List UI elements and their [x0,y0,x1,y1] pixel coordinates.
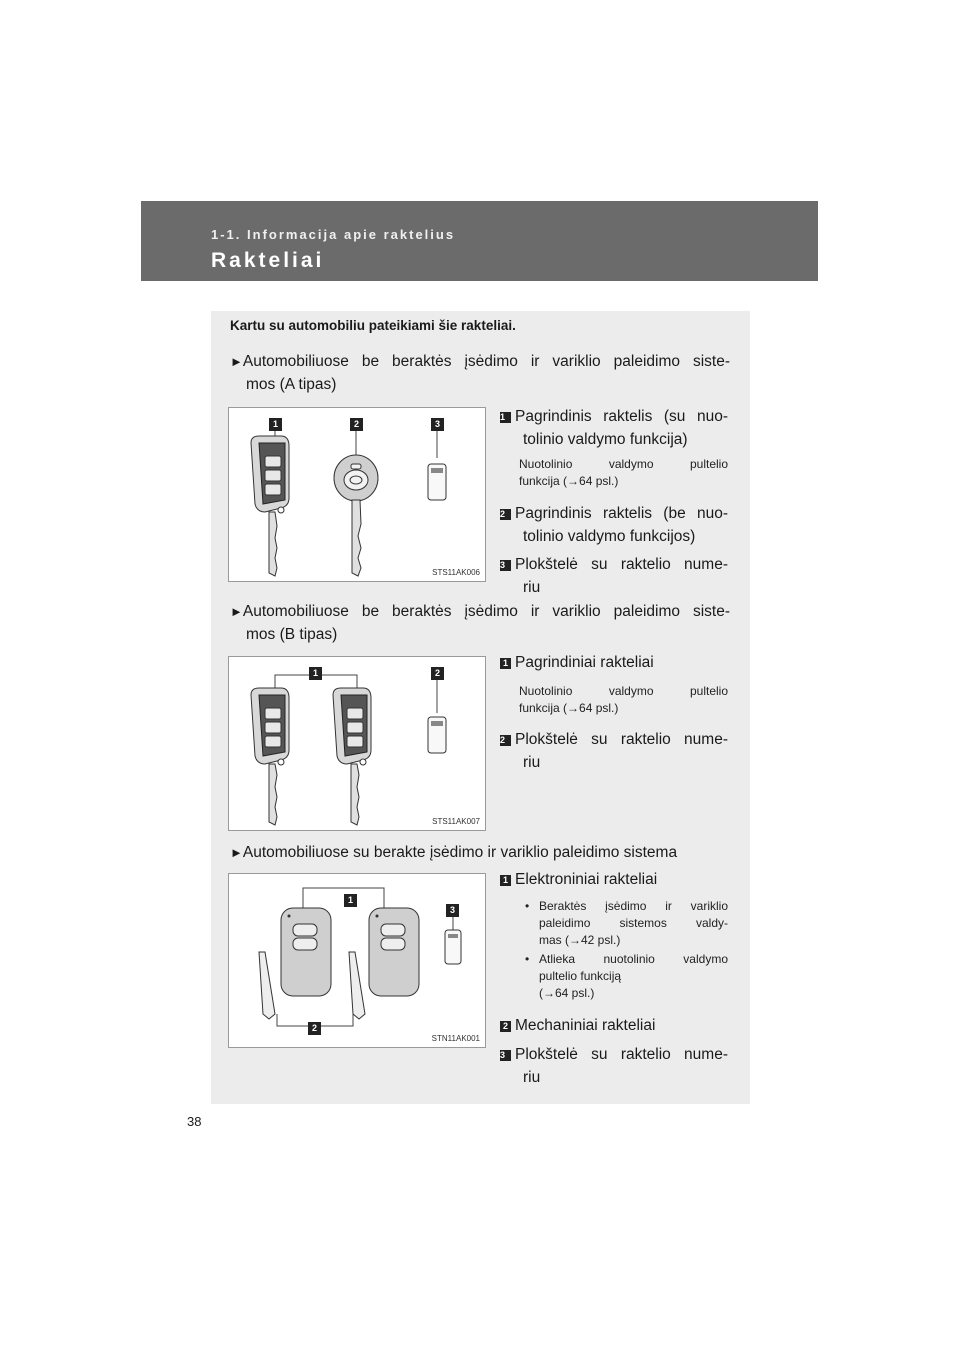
number-badge: 2 [500,1021,511,1032]
item-a2: 2 Pagrindinis raktelis (be nuo- tolinio valdymo funkcijos) [500,505,728,545]
number-badge: 1 [500,658,511,669]
note-b1: Nuotolinio valdymo pultelio funkcija (→64 psl.) [519,684,728,715]
bullet-type-a [230,350,730,396]
page-number: 38 [187,1114,202,1129]
callout-1: 1 [309,667,322,680]
bullet-a-line2: mos (A tipas) [246,376,337,393]
bullet-type-b: ►Automobiliuose be beraktės įsėdimo ir variklio paleidimo siste- mos (B tipas) [230,603,730,643]
figure-keys-type-b [228,656,486,831]
keys-illustration-a [229,408,485,581]
bullet-type-c: ►Automobiliuose su berakte įsėdimo ir variklio paleidimo sistema [230,844,678,861]
callout-3: 3 [446,904,459,917]
number-badge: 2 [500,509,511,520]
callout-1: 1 [269,418,282,431]
note-item: • Beraktės įsėdimo ir variklio paleidimo sistemos valdy- mas (→42 psl.) [519,898,728,949]
number-badge: 3 [500,560,511,571]
item-c1: 1 Elektroniniai rakteliai [500,868,728,891]
callout-3: 3 [431,418,444,431]
arrow-right-icon: ► [230,604,243,619]
item-a1: 1 Pagrindinis raktelis (su nuo- tolinio valdymo funkcija) [500,408,728,448]
bullet-a-line1: Automobiliuose be beraktės įsėdimo ir variklio paleidimo siste- [242,353,730,370]
item-c3: 3 Plokštelė su raktelio nume- riu [500,1046,728,1086]
figure-code: STS11AK007 [432,817,480,826]
number-badge: 1 [500,875,511,886]
intro-text: Kartu su automobiliu pateikiami šie rakteliai. [230,318,516,333]
note-item: • Atlieka nuotolinio valdymo pultelio funkciją (→64 psl.) [519,951,728,1002]
number-badge: 2 [500,735,511,746]
arrow-right-icon: ► [230,354,243,369]
figure-keys-electronic [228,873,486,1048]
note-a1: Nuotolinio valdymo pultelio funkcija (→64 psl.) [519,457,728,488]
item-b2: 2 Plokštelė su raktelio nume- riu [500,731,728,771]
callout-2: 2 [308,1022,321,1035]
callout-2: 2 [350,418,363,431]
chapter-header [141,201,818,281]
callout-2: 2 [431,667,444,680]
item-b1: 1 Pagrindiniai rakteliai [500,651,728,674]
item-a3: 3 Plokštelė su raktelio nume- riu [500,556,728,596]
callout-1: 1 [344,894,357,907]
page-title: Rakteliai [211,249,325,272]
section-title: 1-1. Informacija apie raktelius [211,227,456,242]
figure-keys-type-a [228,407,486,582]
notes-c1 [519,898,728,1002]
number-badge: 3 [500,1050,511,1061]
keys-illustration-c [229,874,485,1047]
figure-code: STN11AK001 [431,1034,480,1043]
number-badge: 1 [500,412,511,423]
figure-code: STS11AK006 [432,568,480,577]
keys-illustration-b [229,657,485,830]
item-c2: 2 Mechaniniai rakteliai [500,1014,728,1037]
arrow-right-icon: ► [230,845,243,860]
